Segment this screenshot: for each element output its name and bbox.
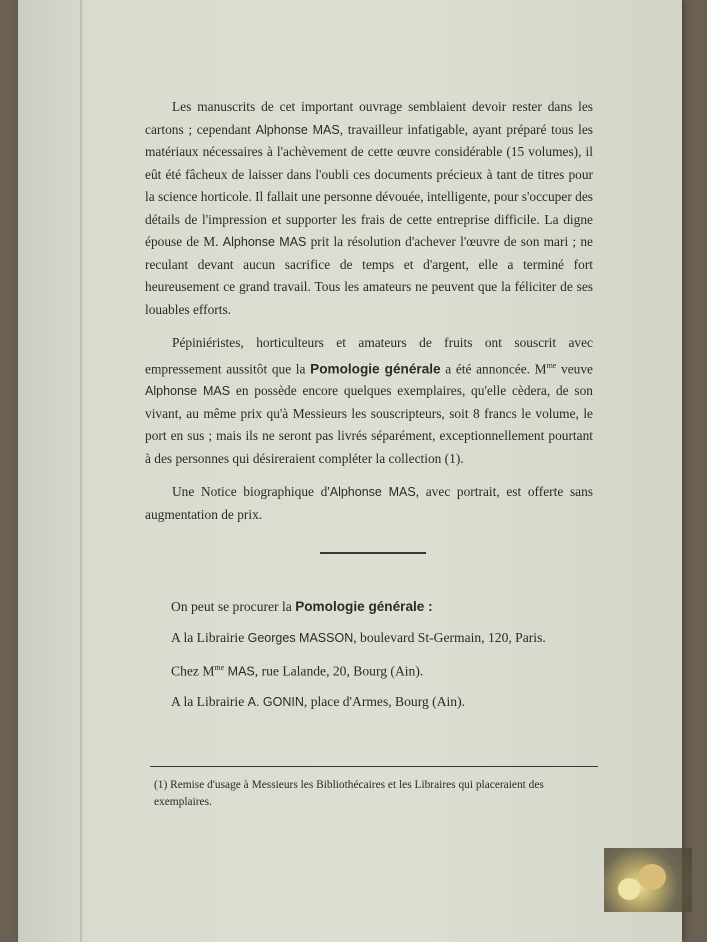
paragraph-3: Une Notice biographique d'Alphonse MAS, avec portrait, est offerte sans augmentation de prix. (145, 484, 594, 522)
source-line-masson: A la Librairie Georges MASSON, boulevard St-Germain, 120, Paris. (171, 630, 546, 645)
author-name: Alphonse MAS (222, 235, 307, 249)
author-name: Alphonse MAS (145, 384, 231, 399)
book-title: Pomologie générale : (295, 599, 433, 614)
body-text (145, 96, 593, 526)
footnote: (1) Remise d'usage à Messieurs les Bibliothécaires et les Libraires qui placeraient des exemplaires. (154, 779, 544, 808)
book-title: Pomologie générale (310, 360, 441, 376)
author-name: Alphonse MAS (255, 122, 340, 137)
paragraph-1: Les manuscrits de cet important ouvrage semblaient devoir rester dans les cartons ; cependant Alphonse MAS, travailleur infatigable, ayant préparé tous les matériaux nécessaires à l'achèvement de cette œuvre considérable (15 volumes), il eût été fâcheux de laisser dans l'oubli ces documents précieux à tant de titres pour la science horticole. Il fallait une personne dévouée, intelligente, pour s'occuper des détails de l'impression et supporter les frais de cette entreprise difficile. La digne épouse de M. Alphonse MAS prit la résolution d'achever l'œuvre de son mari ; ne reculant devant aucun sacrifice de temps et d'argent, elle a terminé fort heureusement ce grand travail. Tous les amateurs ne peuvent que la féliciter de ses louables efforts. (145, 99, 594, 317)
footnote-rule (150, 766, 598, 767)
section-divider (320, 552, 426, 554)
source-line-mas: Chez $M^{me}$ MAS, rue Lalande, 20, Bourg (Ain). (171, 663, 424, 679)
fruit-watermark-image (604, 848, 692, 912)
fruit-icon (638, 864, 666, 890)
fruit-icon (618, 878, 640, 900)
sources-intro: On peut se procurer la Pomologie générale : (171, 599, 433, 614)
purchase-sources (171, 596, 611, 721)
paragraph-2: Pépiniéristes, horticulteurs et amateurs de fruits ont souscrit avec empressement aussitôt que la Pomologie générale a été annoncée. $M^{me}$ veuve Alphonse MAS en possède encore quelques exemplaires, qu'elle cèdera, de son vivant, au même prix qu'à Messieurs les souscripteurs, soit 8 francs le volume, le port en sus ; mais ils ne seront pas livrés séparément, exceptionnellement pourtant à des personnes qui désireraient compléter la collection (1). (145, 335, 593, 466)
page-fold (80, 0, 82, 942)
source-line-gonin: A la Librairie A. GONIN, place d'Armes, Bourg (Ain). (171, 693, 466, 709)
author-name: Alphonse MAS (329, 485, 416, 500)
